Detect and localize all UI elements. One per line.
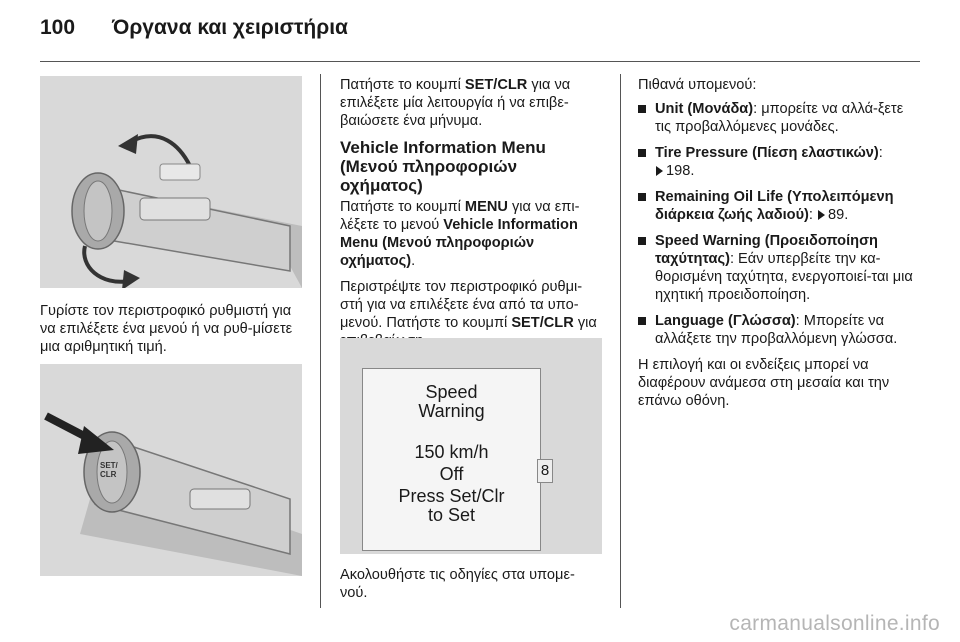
submenu-intro: Πιθανά υπομενού: bbox=[638, 77, 757, 93]
submenu-item: Language (Γλώσσα): Μπορείτε να αλλάξετε την προβαλλόμενη γλώσσα. bbox=[638, 312, 920, 348]
submenu-item: Tire Pressure (Πίεση ελαστικών): 198. bbox=[638, 144, 920, 180]
page-number: 100 bbox=[40, 16, 76, 39]
menu-paragraph: Πατήστε το κουμπί MENU για να επι-λέξετε το μενού Vehicle Information Menu (Μενού πληροφοριών οχήματος). bbox=[340, 199, 580, 269]
figure-set-clr-button bbox=[40, 364, 302, 576]
screen-line-1: Speed bbox=[425, 382, 478, 402]
submenu-paragraph: Περιστρέψτε τον περιστροφικό ρυθμι-στή για να επιλέξετε ένα από τα υπο-μενού. Πατήστε το κουμπί SET/CLR για bbox=[340, 279, 597, 331]
submenu-item: Remaining Oil Life (Υπολειπόμενη διάρκεια ζωής λαδιού): 89. bbox=[638, 188, 920, 224]
screen-line-6: to Set bbox=[427, 505, 476, 525]
set-clr-paragraph: Πατήστε το κουμπί SET/CLR για να επιλέξετε μία λειτουργία ή να επιβε-βαιώσετε ένα μήνυμα. bbox=[340, 77, 571, 129]
page-title: Όργανα και χειριστήρια bbox=[112, 16, 348, 39]
bullet-square-icon bbox=[638, 237, 646, 245]
stalk-rotate-illustration bbox=[40, 76, 302, 288]
screen-line-4: Off bbox=[439, 464, 464, 484]
rotate-knob-instruction: Γυρίστε τον περιστροφικό ρυθμιστή για να επιλέξετε ένα μενού ή να ρυθ-μίσετε μια αριθμητική τιμή. bbox=[40, 303, 293, 355]
page-ref-arrow-icon bbox=[656, 166, 663, 176]
column-2-text bbox=[340, 76, 602, 358]
set-clr-label: SET/ CLR bbox=[100, 461, 118, 479]
submenu-item: Speed Warning (Προειδοποίηση ταχύτητας): Εάν υπερβείτε την κα-θορισμένη ταχύτητα, ενεργοποιεί-ται μια ηχητική προειδοποίηση. bbox=[638, 232, 920, 304]
column-divider-2 bbox=[620, 74, 621, 608]
figure-rotary-knob bbox=[40, 76, 302, 288]
bullet-square-icon bbox=[638, 193, 646, 201]
column-2-bottom bbox=[340, 566, 602, 610]
page-ref-arrow-icon bbox=[818, 210, 825, 220]
bullet-square-icon bbox=[638, 317, 646, 325]
bullet-square-icon bbox=[638, 105, 646, 113]
column-divider-1 bbox=[320, 74, 321, 608]
bullet-square-icon bbox=[638, 149, 646, 157]
screen-line-3: 150 km/h bbox=[414, 442, 489, 462]
display-side-label: 8 bbox=[537, 459, 553, 483]
column-3-text bbox=[638, 76, 920, 418]
column-1-text bbox=[40, 302, 302, 364]
display-variation-note: Η επιλογή και οι ενδείξεις μπορεί να διαφέρουν ανάμεσα στη μεσαία και την επάνω οθόνη. bbox=[638, 357, 890, 409]
screen-line-2: Warning bbox=[418, 401, 485, 421]
section-heading: Vehicle Information Menu (Μενού πληροφοριών οχήματος) bbox=[340, 138, 546, 195]
screen-line-5: Press Set/Clr bbox=[398, 486, 505, 506]
display-figure bbox=[340, 338, 602, 554]
header-rule bbox=[40, 61, 920, 62]
stalk-press-illustration bbox=[40, 364, 302, 576]
follow-instructions: Ακολουθήστε τις οδηγίες στα υπομε-νού. bbox=[340, 567, 575, 601]
submenu-item: Unit (Μονάδα): μπορείτε να αλλά-ξετε τις προβαλλόμενες μονάδες. bbox=[638, 100, 920, 136]
watermark: carmanualsonline.info bbox=[729, 612, 940, 635]
speed-warning-screen bbox=[362, 368, 541, 551]
